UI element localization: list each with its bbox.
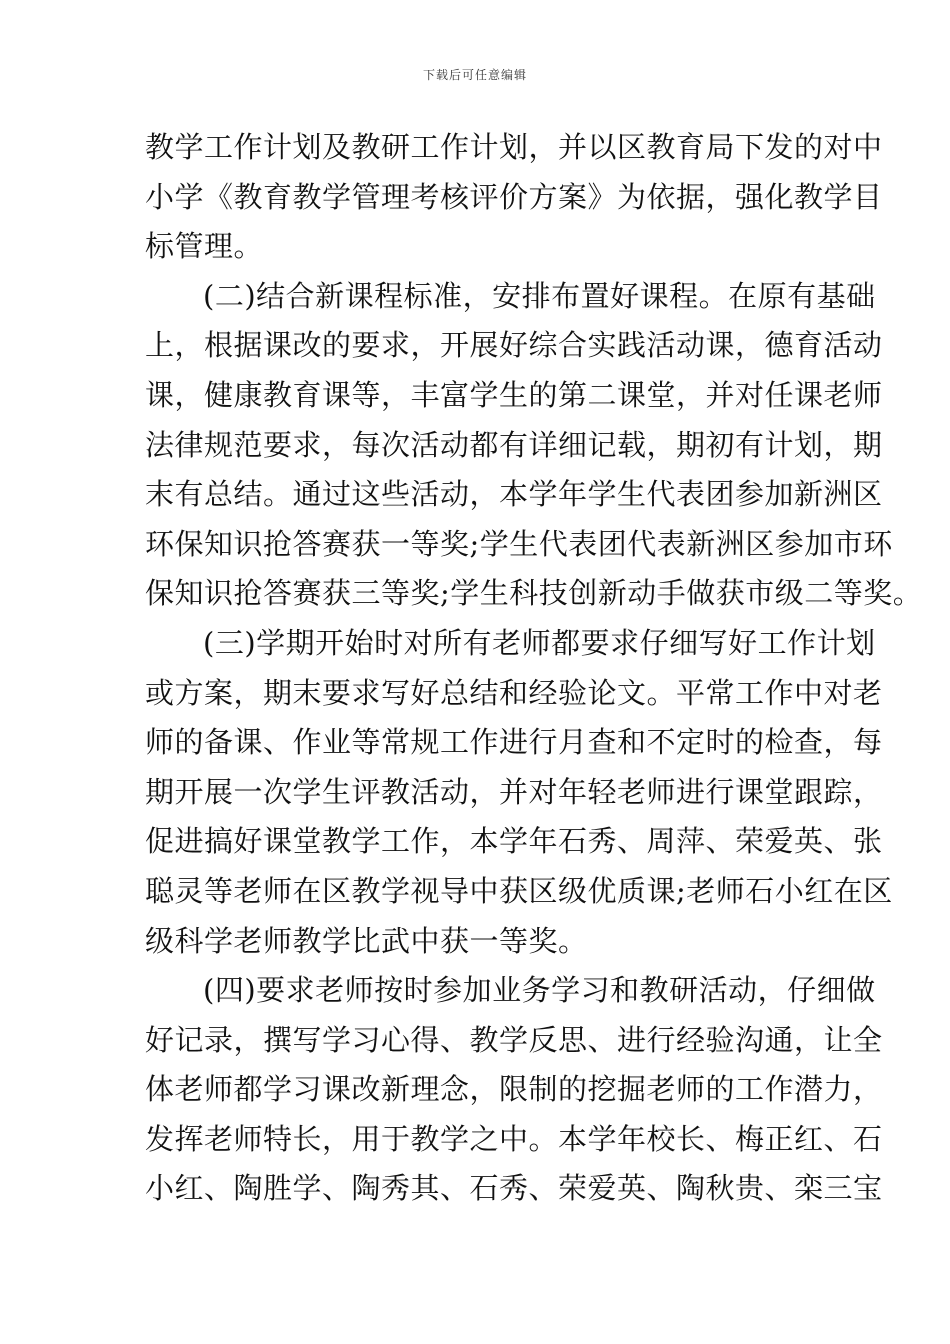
text-line: 环保知识抢答赛获一等奖;学生代表团代表新洲区参加市环: [145, 526, 893, 561]
paragraph-first-line: (二)结合新课程标准，安排布置好课程。在原有基础: [203, 278, 876, 313]
text-line: 小学《教育教学管理考核评价方案》为依据，强化教学目: [145, 179, 883, 214]
text-line: 聪灵等老师在区教学视导中获区级优质课;老师石小红在区: [145, 873, 893, 908]
page-header: 下载后可任意编辑: [422, 68, 527, 82]
text-line: 体老师都学习课改新理念，限制的挖掘老师的工作潜力，: [145, 1072, 883, 1107]
paragraph-first-line: (三)学期开始时对所有老师都要求仔细写好工作计划: [203, 625, 876, 660]
text-line: 促进搞好课堂教学工作，本学年石秀、周萍、荣爱英、张: [145, 824, 883, 859]
text-line: 末有总结。通过这些活动，本学年学生代表团参加新洲区: [145, 477, 883, 512]
text-line: 小红、陶胜学、陶秀其、石秀、荣爱英、陶秋贵、栾三宝: [145, 1171, 883, 1206]
text-line: 师的备课、作业等常规工作进行月查和不定时的检查，每: [145, 725, 883, 760]
text-line: 法律规范要求，每次活动都有详细记载，期初有计划，期: [145, 427, 883, 462]
text-line: 期开展一次学生评教活动，并对年轻老师进行课堂跟踪，: [145, 774, 883, 809]
document-body: [145, 123, 923, 1214]
text-line: 教学工作计划及教研工作计划，并以区教育局下发的对中: [145, 130, 883, 164]
text-line: 保知识抢答赛获三等奖;学生科技创新动手做获市级二等奖。: [145, 576, 923, 611]
text-line: 发挥老师特长，用于教学之中。本学年校长、梅正红、石: [145, 1121, 883, 1156]
paragraph-first-line: (四)要求老师按时参加业务学习和教研活动，仔细做: [203, 973, 876, 1008]
text-line: 好记录，撰写学习心得、教学反思、进行经验沟通，让全: [145, 1022, 883, 1057]
text-line: 或方案，期末要求写好总结和经验论文。平常工作中对老: [145, 675, 883, 710]
text-line: 级科学老师教学比武中获一等奖。: [145, 923, 588, 958]
text-line: 上，根据课改的要求，开展好综合实践活动课，德育活动: [145, 328, 883, 363]
text-line: 课，健康教育课等，丰富学生的第二课堂，并对任课老师: [145, 377, 883, 412]
text-line: 标管理。: [145, 229, 264, 264]
